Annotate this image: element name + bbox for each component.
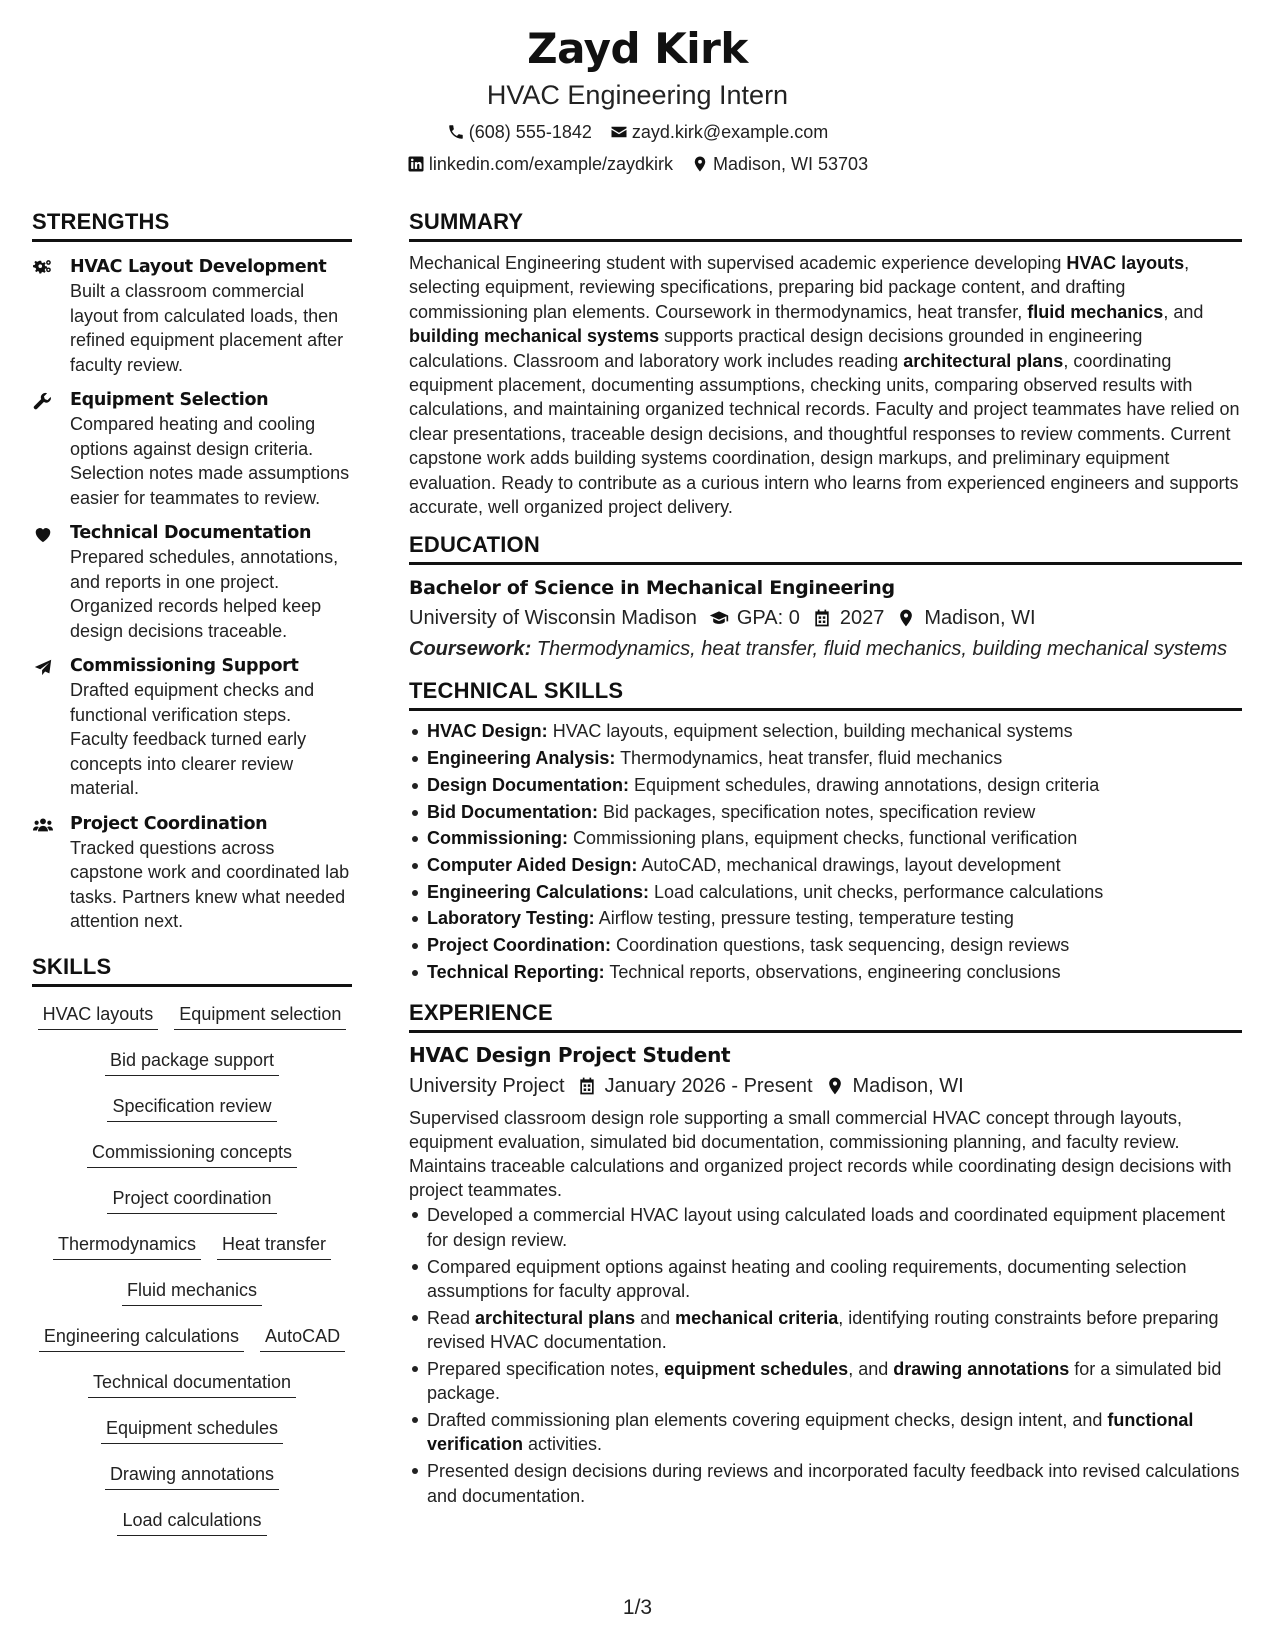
- emphasis-text: equipment schedules: [664, 1358, 849, 1379]
- summary-heading: SUMMARY: [409, 208, 1242, 242]
- technical-skill-item: [409, 772, 1242, 799]
- job-title: HVAC Design Project Student: [409, 1042, 731, 1067]
- gpa-text: GPA: 0: [736, 607, 800, 630]
- technical-skill-value: Bid packages, specification notes, specification review: [598, 801, 1036, 822]
- job-description: Supervised classroom design role supporting a small commercial HVAC concept through layouts, equipment evaluation, simulated bid documentation, commissioning planning, and faculty review. Maintains traceable calculations and organized project records while coordinating design decisions with project teammates.: [409, 1107, 1232, 1201]
- technical-skill-label: Design Documentation:: [427, 774, 630, 795]
- strength-item: [32, 521, 352, 643]
- strength-item: [32, 812, 352, 934]
- text-run: , selecting equipment, reviewing specifications, preparing bid package content, and drafting commissioning plan elements. Coursework in thermodynamics, heat transfer,: [409, 253, 1190, 322]
- experience-bullet: [409, 1408, 1242, 1456]
- text-run: and: [635, 1307, 676, 1328]
- technical-skill-value: Airflow testing, pressure testing, temperature testing: [594, 908, 1014, 929]
- text-run: , identifying routing constraints before preparing revised HVAC documentation.: [427, 1307, 1219, 1352]
- technical-skill-item: [409, 905, 1242, 932]
- skill-tag: HVAC layouts: [38, 1002, 159, 1030]
- emphasis-text: fluid mechanics: [1027, 301, 1164, 322]
- graduation-cap-icon: [709, 608, 729, 628]
- technical-skill-item: [409, 718, 1242, 745]
- skill-tag: Equipment selection: [174, 1002, 346, 1030]
- contact-row-2: [0, 153, 1275, 175]
- calendar-icon: [812, 608, 832, 628]
- strength-body: [70, 521, 352, 643]
- emphasis-text: functional verification: [427, 1410, 1194, 1455]
- text-run: Developed a commercial HVAC layout using calculated loads and coordinated equipment placement for design review.: [427, 1205, 1226, 1250]
- job-location: Madison, WI: [852, 1074, 964, 1097]
- gears-icon: [32, 258, 54, 278]
- text-run: Prepared specification notes,: [427, 1358, 665, 1379]
- skill-tag: Engineering calculations: [39, 1324, 244, 1352]
- phone-icon: [447, 123, 465, 141]
- technical-skill-label: Technical Reporting:: [427, 961, 605, 982]
- map-pin-icon: [896, 608, 916, 628]
- email-contact[interactable]: [610, 121, 828, 143]
- strength-body: [70, 654, 352, 801]
- experience-bullet: [409, 1203, 1242, 1251]
- strength-title: HVAC Layout Development: [70, 257, 327, 277]
- technical-skill-item: [409, 932, 1242, 959]
- text-run: , coordinating equipment placement, documenting assumptions, checking units, comparing observed results with calculations, and maintaining organized technical records. Faculty and project teammates have relied on clear presentations, traceable design decisions, and thoughtful responses to review comments. Current capstone work adds building systems coordination, design markups, and preliminary equipment evaluation. Ready to contribute as a curious intern who learns from experienced engineers and supports accurate, well organized project delivery.: [409, 350, 1240, 518]
- strength-item: [32, 255, 352, 377]
- technical-skill-value: Technical reports, observations, engineering conclusions: [604, 961, 1061, 982]
- coursework: [409, 635, 1242, 663]
- degree-title: Bachelor of Science in Mechanical Engineering: [409, 577, 895, 600]
- technical-skill-label: Laboratory Testing:: [427, 908, 595, 929]
- envelope-icon: [610, 123, 628, 141]
- linkedin-contact[interactable]: [407, 153, 673, 175]
- contact-row-1: [0, 121, 1275, 143]
- technical-skill-value: Load calculations, unit checks, performance calculations: [649, 881, 1104, 902]
- location-contact: [691, 153, 868, 175]
- strength-description: Compared heating and cooling options against design criteria. Selection notes made assumptions easier for teammates to review.: [70, 414, 350, 508]
- right-column: [409, 208, 1242, 1511]
- text-run: , and: [1163, 301, 1204, 322]
- strength-description: Built a classroom commercial layout from calculated loads, then refined equipment placement after faculty review.: [70, 281, 344, 375]
- technical-skill-item: [409, 852, 1242, 879]
- technical-skill-value: Equipment schedules, drawing annotations, design criteria: [629, 774, 1100, 795]
- strengths-list: [32, 255, 352, 934]
- strength-description: Prepared schedules, annotations, and reports in one project. Organized records helped keep design decisions traceable.: [70, 547, 339, 641]
- text-run: Mechanical Engineering student with supervised academic experience developing: [409, 253, 1067, 273]
- phone-text: (608) 555-1842: [468, 122, 592, 142]
- strengths-heading: STRENGTHS: [32, 208, 352, 242]
- candidate-name: Zayd Kirk: [527, 24, 748, 73]
- emphasis-text: drawing annotations: [893, 1358, 1070, 1379]
- strength-item: [32, 388, 352, 510]
- technical-skill-label: Engineering Calculations:: [427, 881, 650, 902]
- technical-skill-item: [409, 745, 1242, 772]
- text-run: Presented design decisions during reviews and incorporated faculty feedback into revised calculations and documentation.: [427, 1461, 1240, 1506]
- emphasis-text: mechanical criteria: [675, 1307, 839, 1328]
- map-pin-icon: [691, 155, 709, 173]
- strength-title: Project Coordination: [70, 813, 268, 834]
- technical-skill-value: Thermodynamics, heat transfer, fluid mechanics: [615, 748, 1003, 769]
- text-run: supports practical design decisions grounded in engineering calculations. Classroom and laboratory work includes reading: [409, 326, 1143, 371]
- technical-skill-label: Bid Documentation:: [427, 801, 598, 822]
- text-run: Read: [427, 1307, 476, 1328]
- school-location: Madison, WI: [924, 607, 1036, 630]
- strength-icon-wrap: [32, 654, 70, 801]
- job-dates: January 2026 - Present: [604, 1074, 813, 1097]
- coursework-list: Thermodynamics, heat transfer, fluid mechanics, building mechanical systems: [531, 638, 1228, 661]
- emphasis-text: building mechanical systems: [409, 326, 660, 347]
- text-run: Compared equipment options against heating and cooling requirements, documenting selection assumptions for faculty approval.: [427, 1256, 1187, 1301]
- resume-header: [0, 22, 1275, 175]
- text-run: for a simulated bid package.: [427, 1358, 1222, 1404]
- strength-icon-wrap: [32, 255, 70, 377]
- strength-icon-wrap: [32, 521, 70, 643]
- technical-skill-label: Engineering Analysis:: [427, 748, 616, 769]
- strength-body: [70, 255, 352, 377]
- experience-bullet: [409, 1357, 1242, 1405]
- school-name: University of Wisconsin Madison: [409, 607, 697, 630]
- paper-plane-icon: [32, 657, 54, 677]
- skill-tag: Drawing annotations: [105, 1462, 279, 1490]
- emphasis-text: HVAC layouts: [1066, 253, 1185, 273]
- location-text: Madison, WI 53703: [713, 154, 869, 174]
- emphasis-text: architectural plans: [475, 1307, 636, 1328]
- experience-bullet: [409, 1459, 1242, 1507]
- calendar-icon: [577, 1076, 597, 1096]
- experience-heading: EXPERIENCE: [409, 999, 1242, 1033]
- technical-skill-item: [409, 799, 1242, 826]
- technical-skill-item: [409, 959, 1242, 986]
- skill-tag: AutoCAD: [260, 1324, 345, 1352]
- strength-item: [32, 654, 352, 801]
- job-meta: [409, 1072, 1242, 1100]
- technical-skill-item: [409, 879, 1242, 906]
- strength-description: Drafted equipment checks and functional verification steps. Faculty feedback turned early concepts into clearer review material.: [70, 680, 315, 798]
- wrench-icon: [32, 391, 54, 411]
- experience-bullet: [409, 1306, 1242, 1354]
- text-run: activities.: [523, 1434, 603, 1455]
- skill-tag: Technical documentation: [88, 1370, 296, 1398]
- email-text[interactable]: zayd.kirk@example.com: [631, 122, 829, 142]
- technical-skill-value: Coordination questions, task sequencing, design reviews: [611, 935, 1070, 956]
- skill-tag: Equipment schedules: [101, 1416, 283, 1444]
- skills-heading: SKILLS: [32, 953, 352, 987]
- strength-description: Tracked questions across capstone work and coordinated lab tasks. Partners knew what needed attention next.: [70, 837, 350, 931]
- linkedin-text[interactable]: linkedin.com/example/zaydkirk: [428, 154, 673, 174]
- education-heading: EDUCATION: [409, 531, 1242, 565]
- linkedin-icon: [407, 155, 425, 173]
- skill-tag: Load calculations: [117, 1508, 266, 1536]
- education-details: [409, 604, 1242, 632]
- graduation-year: 2027: [839, 607, 885, 630]
- technical-skill-value: AutoCAD, mechanical drawings, layout development: [637, 854, 1061, 875]
- skill-tag: Fluid mechanics: [122, 1278, 262, 1306]
- skill-tag: Heat transfer: [217, 1232, 331, 1260]
- phone-contact: [447, 121, 592, 143]
- text-run: Drafted commissioning plan elements covering equipment checks, design intent, and: [427, 1410, 1108, 1431]
- technical-skills-heading: TECHNICAL SKILLS: [409, 677, 1242, 711]
- page-number: 1/3: [622, 1596, 653, 1619]
- technical-skills-list: [409, 718, 1242, 985]
- strength-icon-wrap: [32, 388, 70, 510]
- technical-skill-value: Commissioning plans, equipment checks, functional verification: [568, 828, 1078, 849]
- map-pin-icon: [825, 1076, 845, 1096]
- strength-title: Equipment Selection: [70, 390, 269, 410]
- strength-icon-wrap: [32, 812, 70, 934]
- skill-tag: Thermodynamics: [53, 1232, 201, 1260]
- candidate-role: HVAC Engineering Intern: [486, 80, 789, 110]
- skill-tag: Bid package support: [105, 1048, 279, 1076]
- skill-tag: Specification review: [107, 1094, 276, 1122]
- strength-body: [70, 812, 352, 934]
- emphasis-text: architectural plans: [903, 350, 1064, 371]
- technical-skill-item: [409, 825, 1242, 852]
- skill-tag: Project coordination: [107, 1186, 276, 1214]
- left-column: [32, 208, 352, 1549]
- users-icon: [32, 815, 54, 835]
- experience-bullets: [409, 1203, 1242, 1507]
- strength-body: [70, 388, 352, 510]
- technical-skill-label: Computer Aided Design:: [427, 854, 638, 875]
- skills-list: [32, 997, 352, 1549]
- coursework-label: Coursework:: [409, 638, 532, 661]
- technical-skill-label: Commissioning:: [427, 828, 569, 849]
- skill-tag: Commissioning concepts: [87, 1140, 297, 1168]
- technical-skill-label: Project Coordination:: [427, 935, 611, 956]
- text-run: , and: [848, 1358, 894, 1379]
- summary-text: [409, 251, 1242, 519]
- strength-title: Technical Documentation: [70, 523, 312, 543]
- job-org: University Project: [409, 1074, 565, 1097]
- strength-title: Commissioning Support: [70, 656, 299, 676]
- heart-icon: [32, 524, 54, 544]
- technical-skill-label: HVAC Design:: [427, 721, 548, 742]
- experience-bullet: [409, 1255, 1242, 1303]
- technical-skill-value: HVAC layouts, equipment selection, building mechanical systems: [547, 721, 1073, 742]
